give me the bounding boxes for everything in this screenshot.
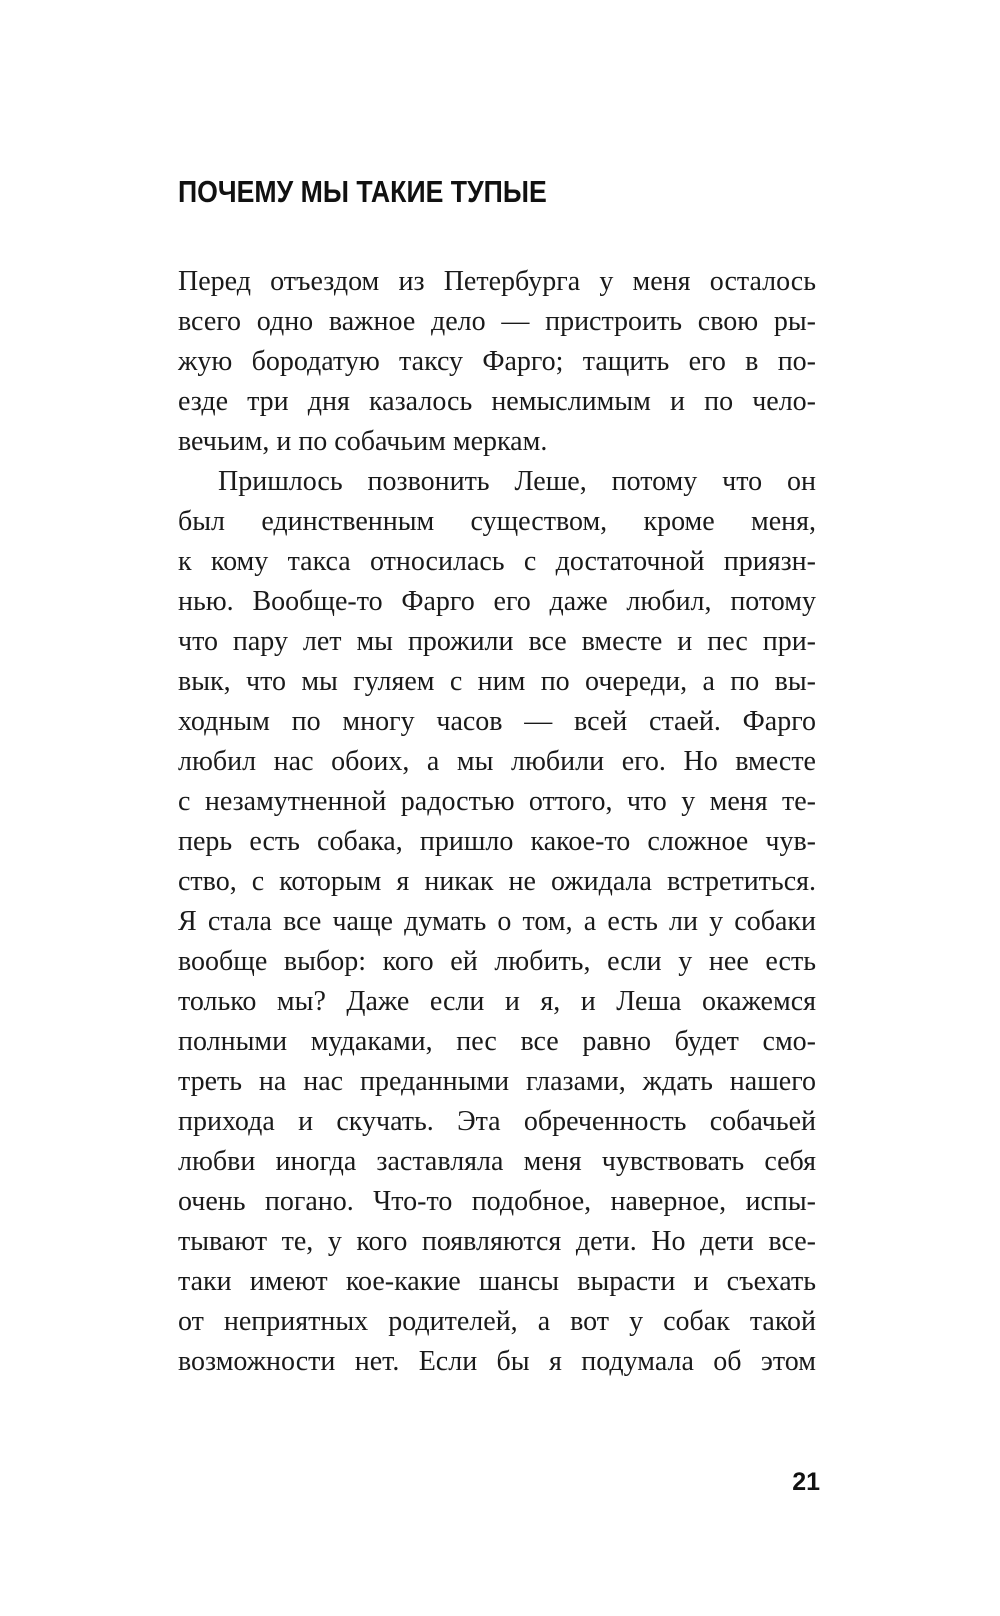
paragraph-2-line: возможности нет. Если бы я подумала об этом: [178, 1346, 816, 1377]
body-text: [178, 262, 816, 1382]
chapter-title: ПОЧЕМУ МЫ ТАКИЕ ТУПЫЕ: [178, 174, 547, 209]
paragraph-2-line: Пришлось позвонить Леше, потому что он: [218, 466, 816, 497]
paragraph-2-line: ходным по многу часов — всей стаей. Фарго: [178, 706, 816, 737]
paragraph-2-line: был единственным существом, кроме меня,: [178, 506, 816, 537]
paragraph-2-line: от неприятных родителей, а вот у собак такой: [178, 1306, 816, 1337]
page-number: 21: [792, 1468, 820, 1496]
paragraph-2-line: к кому такса относилась с достаточной приязн-: [178, 546, 816, 577]
paragraph-1-line: всего одно важное дело — пристроить свою ры-: [178, 306, 816, 337]
paragraph-2-line: прихода и скучать. Эта обреченность собачьей: [178, 1106, 816, 1137]
paragraph-2-line: только мы? Даже если и я, и Леша окажемся: [178, 986, 816, 1017]
paragraph-2-line: вык, что мы гуляем с ним по очереди, а по вы-: [178, 666, 816, 697]
paragraph-1-line: жую бородатую таксу Фарго; тащить его в по-: [178, 346, 816, 377]
paragraph-1-line: Перед отъездом из Петербурга у меня осталось: [178, 266, 816, 297]
paragraph-2-line: перь есть собака, пришло какое-то сложное чув-: [178, 826, 816, 857]
paragraph-2-line: нью. Вообще-то Фарго его даже любил, потому: [178, 586, 816, 617]
paragraph-2-line: полными мудаками, пес все равно будет смо-: [178, 1026, 816, 1057]
paragraph-2-line: с незамутненной радостью оттого, что у меня те-: [178, 786, 816, 817]
paragraph-2-line: ство, с которым я никак не ожидала встретиться.: [178, 866, 816, 897]
paragraph-2-line: очень погано. Что-то подобное, наверное, испы-: [178, 1186, 816, 1217]
paragraph-2-line: треть на нас преданными глазами, ждать нашего: [178, 1066, 816, 1097]
paragraph-1-line: езде три дня казалось немыслимым и по чело-: [178, 386, 816, 417]
paragraph-2-line: тывают те, у кого появляются дети. Но дети все-: [178, 1226, 816, 1257]
paragraph-2-line: любви иногда заставляла меня чувствовать себя: [178, 1146, 816, 1177]
paragraph-1-line: вечьим, и по собачьим меркам.: [178, 426, 548, 457]
paragraph-2-line: таки имеют кое-какие шансы вырасти и съехать: [178, 1266, 816, 1297]
paragraph-2-line: Я стала все чаще думать о том, а есть ли у собаки: [178, 906, 816, 937]
paragraph-2-line: любил нас обоих, а мы любили его. Но вместе: [178, 746, 816, 777]
paragraph-2-line: вообще выбор: кого ей любить, если у нее есть: [178, 946, 816, 977]
paragraph-2-line: что пару лет мы прожили все вместе и пес при-: [178, 626, 816, 657]
